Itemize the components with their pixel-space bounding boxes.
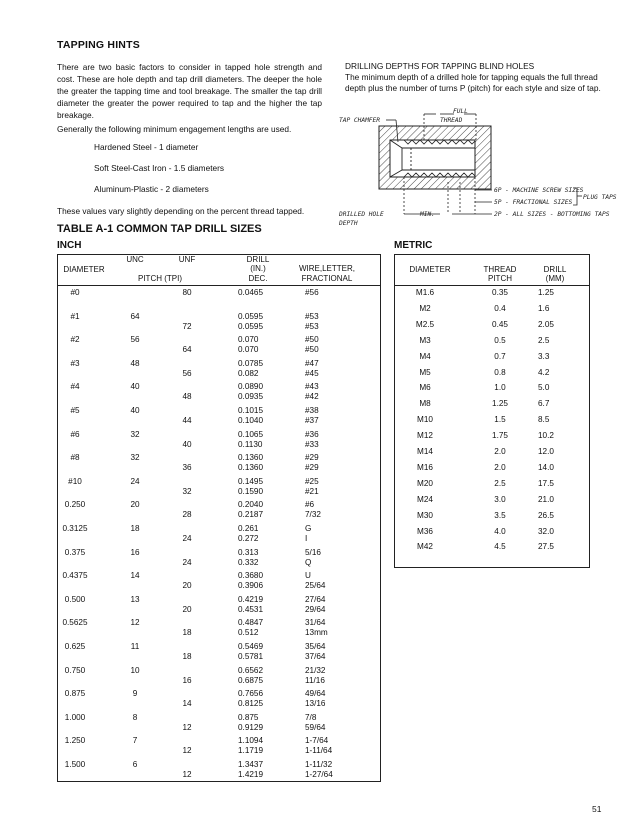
- inch-drill-unf-cell: 0.272: [238, 534, 259, 543]
- inch-unf-cell: 32: [182, 486, 192, 496]
- inch-wire-unc-cell: #6: [305, 500, 315, 510]
- inch-wire-unf-cell: #42: [305, 392, 319, 402]
- metric-diameter-cell: M30: [417, 510, 433, 520]
- inch-header-drill: DRILL: [246, 255, 270, 264]
- metric-diameter-cell: M12: [417, 431, 433, 441]
- metric-diameter-cell: M14: [417, 447, 433, 456]
- metric-title: METRIC: [394, 240, 433, 251]
- inch-wire-unf-cell: 13/16: [305, 699, 326, 709]
- inch-unf-cell: 44: [182, 416, 192, 425]
- inch-unf-cell: 20: [182, 604, 192, 614]
- inch-wire-unc-cell: #25: [305, 476, 319, 486]
- thread-label: THREAD: [440, 117, 463, 124]
- inch-drill-unc-cell: 0.1495: [238, 476, 264, 486]
- inch-drill-unf-cell: 0.1130: [238, 439, 263, 449]
- label-6p: 6P - MACHINE SCREW SIZES: [494, 187, 584, 194]
- inch-drill-unf-cell: 0.2187: [238, 510, 264, 520]
- inch-wire-unc-cell: 1-7/64: [305, 736, 329, 746]
- inch-header-pitch: PITCH (TPI): [138, 274, 182, 283]
- min-engagement-text: Generally the following minimum engagement lengths are used.: [57, 124, 292, 134]
- inch-wire-unc-cell: 21/32: [305, 665, 326, 675]
- inch-drill-unc-cell: 0.1065: [238, 429, 264, 439]
- inch-drill-unf-cell: 0.512: [238, 628, 259, 638]
- inch-drill-unc-cell: 0.313: [238, 547, 259, 557]
- inch-wire-unc-cell: 49/64: [305, 689, 326, 699]
- inch-drill-unf-cell: 0.6875: [238, 675, 264, 685]
- inch-title: INCH: [57, 240, 82, 251]
- metric-diameter-cell: M42: [417, 542, 433, 552]
- inch-header-in: (IN.): [250, 264, 266, 273]
- metric-drill-cell: 10.2: [538, 431, 554, 441]
- inch-diameter-cell: #1: [70, 311, 80, 321]
- metric-drill-cell: 2.05: [538, 319, 554, 329]
- inch-wire-unf-cell: 1-11/64: [305, 746, 333, 756]
- metric-pitch-cell: 4.0: [494, 526, 506, 536]
- inch-drill-unc-cell: 0.2040: [238, 500, 264, 510]
- inch-wire-unc-cell: #47: [305, 358, 319, 368]
- inch-wire-unf-cell: #50: [305, 345, 319, 355]
- inch-wire-unc-cell: #29: [305, 453, 319, 463]
- metric-pitch-cell: 4.5: [494, 542, 506, 552]
- inch-wire-unc-cell: #38: [305, 406, 319, 415]
- metric-drill-cell: 26.5: [538, 510, 554, 520]
- inch-diameter-cell: 1.000: [64, 712, 86, 722]
- engagement-item: Hardened Steel - 1 diameter: [94, 142, 199, 152]
- metric-drill-cell: 17.5: [538, 478, 554, 488]
- metric-drill-cell: 32.0: [538, 526, 554, 536]
- inch-unc-cell: 7: [132, 736, 138, 746]
- metric-diameter-cell: M8: [419, 399, 431, 409]
- metric-diameter-cell: M5: [419, 367, 431, 377]
- metric-drill-cell: 14.0: [538, 462, 554, 472]
- inch-drill-unc-cell: 0.875: [238, 712, 259, 722]
- inch-wire-unc-cell: #36: [305, 429, 319, 439]
- inch-diameter-cell: #6: [70, 429, 80, 439]
- inch-diameter-cell: 0.625: [64, 642, 86, 651]
- inch-unc-cell: 32: [130, 429, 140, 439]
- metric-header-mm: (MM): [545, 274, 565, 283]
- inch-diameter-cell: 0.750: [64, 665, 86, 675]
- metric-diameter-cell: M6: [419, 383, 431, 393]
- inch-drill-unc-cell: 0.0890: [238, 382, 264, 392]
- inch-wire-unc-cell: 27/64: [305, 594, 326, 604]
- inch-wire-unf-cell: 25/64: [305, 581, 326, 591]
- metric-diameter-cell: M3: [419, 335, 431, 345]
- inch-diameter-cell: 0.3125: [62, 524, 88, 533]
- metric-pitch-cell: 0.4: [494, 303, 506, 313]
- metric-drill-cell: 2.5: [538, 335, 550, 345]
- inch-diameter-cell: #2: [70, 335, 80, 345]
- inch-unc-cell: 6: [132, 760, 138, 769]
- inch-drill-unf-cell: 1.4219: [238, 770, 264, 779]
- metric-pitch-cell: 3.5: [494, 510, 506, 520]
- inch-unc-cell: 56: [130, 335, 140, 345]
- inch-wire-unc-cell: 35/64: [305, 642, 326, 651]
- inch-diameter-cell: #8: [70, 453, 80, 463]
- inch-wire-unc-cell: G: [305, 524, 312, 533]
- inch-wire-unf-cell: #29: [305, 463, 319, 473]
- inch-wire-unf-cell: #21: [305, 486, 319, 496]
- inch-header-unc: UNC: [126, 255, 144, 264]
- inch-drill-unf-cell: 0.9129: [238, 722, 264, 732]
- tap-chamfer-label: TAP CHAMFER: [339, 117, 380, 124]
- metric-diameter-cell: M10: [417, 415, 433, 425]
- metric-drill-cell: 3.3: [538, 351, 550, 361]
- metric-pitch-cell: 2.0: [494, 447, 506, 456]
- inch-unf-cell: 48: [182, 392, 192, 402]
- inch-drill-unf-cell: 0.0935: [238, 392, 264, 402]
- drilling-depths-text: The minimum depth of a drilled hole for tapping equals the full thread depth plus the number of turns P (pitch) for each style and size of tap.: [345, 72, 601, 93]
- inch-unc-cell: 12: [130, 618, 140, 628]
- inch-drill-unc-cell: 0.5469: [238, 642, 264, 651]
- inch-drill-unf-cell: 0.1360: [238, 463, 264, 473]
- page-number: 51: [592, 804, 602, 814]
- inch-unc-cell: 20: [130, 500, 140, 510]
- inch-wire-unc-cell: 31/64: [305, 618, 326, 628]
- inch-drill-unc-cell: 0.6562: [238, 665, 264, 675]
- inch-unf-cell: 72: [182, 321, 192, 331]
- inch-diameter-cell: 1.250: [64, 736, 86, 746]
- inch-drill-unf-cell: 0.332: [238, 557, 259, 567]
- inch-wire-unf-cell: #45: [305, 368, 319, 378]
- blind-hole-figure: [336, 104, 621, 232]
- inch-unc-cell: 24: [130, 476, 140, 486]
- inch-drill-unc-cell: 0.4219: [238, 594, 264, 604]
- inch-header-fractional: FRACTIONAL: [301, 274, 353, 283]
- inch-diameter-cell: 0.875: [64, 689, 86, 699]
- inch-unf-cell: 64: [182, 345, 192, 355]
- inch-wire-unf-cell: 7/32: [305, 510, 321, 520]
- metric-pitch-cell: 0.8: [494, 367, 506, 377]
- inch-unf-cell: 18: [182, 628, 192, 638]
- inch-wire-unc-cell: U: [305, 571, 311, 581]
- inch-drill-unf-cell: 0.1040: [238, 416, 264, 425]
- inch-diameter-cell: #0: [70, 288, 80, 297]
- metric-diameter-cell: M2.5: [415, 319, 435, 329]
- inch-unc-cell: 9: [132, 689, 138, 699]
- metric-header-diameter: DIAMETER: [409, 265, 451, 274]
- inch-unf-cell: 12: [182, 746, 192, 756]
- inch-diameter-cell: 0.250: [64, 500, 86, 510]
- inch-wire-unc-cell: 1-11/32: [305, 760, 333, 769]
- metric-drill-cell: 6.7: [538, 399, 550, 409]
- metric-drill-cell: 12.0: [538, 447, 554, 456]
- inch-wire-unc-cell: #53: [305, 311, 319, 321]
- inch-wire-unf-cell: 29/64: [305, 604, 326, 614]
- inch-unf-cell: 12: [182, 722, 192, 732]
- metric-pitch-cell: 1.0: [494, 383, 506, 393]
- metric-pitch-cell: 0.7: [494, 351, 506, 361]
- inch-diameter-cell: 0.5625: [62, 618, 88, 628]
- inch-unf-cell: 24: [182, 534, 192, 543]
- inch-header-wire: WIRE,LETTER,: [298, 264, 355, 273]
- metric-pitch-cell: 3.0: [494, 494, 506, 504]
- inch-drill-unf-cell: 1.1719: [238, 746, 264, 756]
- inch-diameter-cell: #4: [70, 382, 80, 392]
- inch-unf-cell: 56: [182, 368, 192, 378]
- metric-drill-cell: 8.5: [538, 415, 550, 425]
- inch-unc-cell: 16: [130, 547, 140, 557]
- inch-wire-unf-cell: 11/16: [305, 675, 325, 685]
- metric-diameter-cell: M36: [417, 526, 433, 536]
- inch-drill-unf-cell: 0.082: [238, 368, 259, 378]
- inch-unc-cell: 18: [130, 524, 140, 533]
- metric-diameter-cell: M4: [419, 351, 431, 361]
- inch-unc-cell: 13: [130, 594, 140, 604]
- inch-unf-cell: 40: [182, 439, 192, 449]
- metric-diameter-cell: M20: [417, 478, 433, 488]
- table-title: TABLE A-1 COMMON TAP DRILL SIZES: [57, 223, 262, 235]
- inch-unf-cell: 80: [182, 288, 192, 297]
- inch-wire-unf-cell: Q: [305, 557, 312, 567]
- inch-drill-unc-cell: 0.1360: [238, 453, 264, 463]
- inch-wire-unf-cell: 13mm: [305, 628, 328, 638]
- inch-unc-cell: 8: [132, 712, 138, 722]
- inch-wire-unc-cell: #43: [305, 382, 319, 392]
- inch-drill-unc-cell: 0.3680: [238, 571, 264, 581]
- inch-header-dec: DEC.: [248, 274, 268, 283]
- metric-drill-cell: 27.5: [538, 542, 554, 552]
- inch-header-unf: UNF: [178, 255, 196, 264]
- inch-diameter-cell: #10: [68, 476, 82, 486]
- inch-diameter-cell: #5: [70, 406, 80, 415]
- inch-drill-unf-cell: 0.0595: [238, 321, 264, 331]
- metric-pitch-cell: 1.75: [492, 431, 508, 441]
- inch-drill-unc-cell: 0.0465: [238, 288, 264, 297]
- metric-diameter-cell: M2: [419, 303, 431, 313]
- drilled-hole-label: DRILLED HOLE: [339, 211, 384, 218]
- inch-unc-cell: 11: [130, 642, 140, 651]
- inch-unf-cell: 12: [182, 770, 192, 779]
- metric-pitch-cell: 0.5: [494, 335, 506, 345]
- inch-unc-cell: 10: [130, 665, 140, 675]
- inch-wire-unf-cell: 37/64: [305, 652, 326, 661]
- inch-unc-cell: 14: [130, 571, 140, 581]
- metric-pitch-cell: 2.0: [494, 462, 506, 472]
- inch-diameter-cell: 1.500: [64, 760, 86, 769]
- full-label: FULL: [453, 108, 468, 115]
- metric-drill-cell: 1.25: [538, 288, 554, 297]
- tapping-paragraph: There are two basic factors to consider in tapped hole strength and cost. These are hole depth and tap drill diameters. The deeper the hole the greater the tapping time and tool breakage. The smaller the tap drill diameter the greater the power required to tap and the higher the tap breakage.: [57, 62, 322, 120]
- metric-header-thread: THREAD: [483, 265, 517, 274]
- metric-header-pitch: PITCH: [488, 274, 512, 283]
- inch-unf-cell: 28: [182, 510, 192, 520]
- inch-drill-unc-cell: 0.1015: [238, 406, 264, 415]
- inch-drill-unc-cell: 0.0785: [238, 358, 264, 368]
- metric-drill-cell: 5.0: [538, 383, 550, 393]
- inch-diameter-cell: 0.4375: [62, 571, 88, 581]
- inch-unc-cell: 32: [130, 453, 140, 463]
- tapping-hints-title: TAPPING HINTS: [57, 39, 140, 51]
- inch-wire-unc-cell: #56: [305, 288, 319, 297]
- metric-drill-cell: 1.6: [538, 303, 550, 313]
- metric-pitch-cell: 1.25: [492, 399, 508, 409]
- inch-wire-unc-cell: 5/16: [305, 547, 321, 557]
- metric-pitch-cell: 0.45: [492, 319, 508, 329]
- engagement-item: Aluminum-Plastic - 2 diameters: [94, 184, 209, 194]
- inch-drill-unf-cell: 0.070: [238, 345, 259, 355]
- inch-unf-cell: 16: [182, 675, 192, 685]
- inch-drill-unc-cell: 1.3437: [238, 760, 264, 769]
- depth-label: DEPTH: [339, 220, 358, 227]
- metric-diameter-cell: M16: [417, 462, 433, 472]
- inch-drill-unc-cell: 0.070: [238, 335, 259, 345]
- inch-unf-cell: 24: [182, 557, 192, 567]
- engagement-item: Soft Steel-Cast Iron - 1.5 diameters: [94, 163, 225, 173]
- metric-header-drill: DRILL: [543, 265, 567, 274]
- inch-header-diameter: DIAMETER: [63, 265, 105, 274]
- metric-pitch-cell: 1.5: [494, 415, 506, 425]
- inch-drill-unc-cell: 0.0595: [238, 311, 264, 321]
- inch-unf-cell: 18: [182, 652, 192, 661]
- inch-diameter-cell: 0.500: [64, 594, 86, 604]
- inch-unc-cell: 48: [130, 358, 140, 368]
- metric-diameter-cell: M1.6: [415, 288, 435, 297]
- metric-diameter-cell: M24: [417, 494, 433, 504]
- label-5p: 5P - FRACTIONAL SIZES: [494, 199, 573, 206]
- inch-unc-cell: 40: [130, 406, 140, 415]
- inch-wire-unf-cell: I: [305, 534, 308, 543]
- inch-drill-unf-cell: 0.5781: [238, 652, 264, 661]
- inch-unc-cell: 40: [130, 382, 140, 392]
- vary-note: These values vary slightly depending on the percent thread tapped.: [57, 206, 305, 216]
- plug-taps-label: PLUG TAPS: [583, 194, 617, 201]
- inch-unf-cell: 36: [182, 463, 192, 473]
- metric-pitch-cell: 2.5: [494, 478, 506, 488]
- inch-drill-unf-cell: 0.4531: [238, 604, 264, 614]
- inch-drill-unc-cell: 0.7656: [238, 689, 264, 699]
- inch-unf-cell: 14: [182, 699, 192, 709]
- min-label: MIN.: [420, 211, 435, 218]
- metric-drill-cell: 21.0: [538, 494, 554, 504]
- inch-diameter-cell: #3: [70, 358, 80, 368]
- inch-drill-unf-cell: 0.8125: [238, 699, 264, 709]
- inch-wire-unf-cell: 59/64: [305, 722, 326, 732]
- inch-unf-cell: 20: [182, 581, 192, 591]
- metric-pitch-cell: 0.35: [492, 288, 508, 297]
- inch-drill-unc-cell: 0.261: [238, 524, 259, 533]
- inch-wire-unf-cell: #53: [305, 321, 319, 331]
- inch-wire-unf-cell: 1-27/64: [305, 770, 333, 779]
- inch-wire-unf-cell: #37: [305, 416, 319, 425]
- inch-diameter-cell: 0.375: [64, 547, 86, 557]
- inch-wire-unc-cell: #50: [305, 335, 319, 345]
- inch-drill-unc-cell: 1.1094: [238, 736, 264, 746]
- inch-drill-unf-cell: 0.1590: [238, 486, 264, 496]
- inch-wire-unc-cell: 7/8: [305, 712, 317, 722]
- inch-wire-unf-cell: #33: [305, 439, 319, 449]
- label-2p: 2P - ALL SIZES - BOTTOMING TAPS: [494, 211, 610, 218]
- metric-drill-cell: 4.2: [538, 367, 550, 377]
- inch-unc-cell: 64: [130, 311, 140, 321]
- inch-drill-unc-cell: 0.4847: [238, 618, 264, 628]
- inch-drill-unf-cell: 0.3906: [238, 581, 264, 591]
- drilling-depths-title: DRILLING DEPTHS FOR TAPPING BLIND HOLES: [345, 61, 535, 71]
